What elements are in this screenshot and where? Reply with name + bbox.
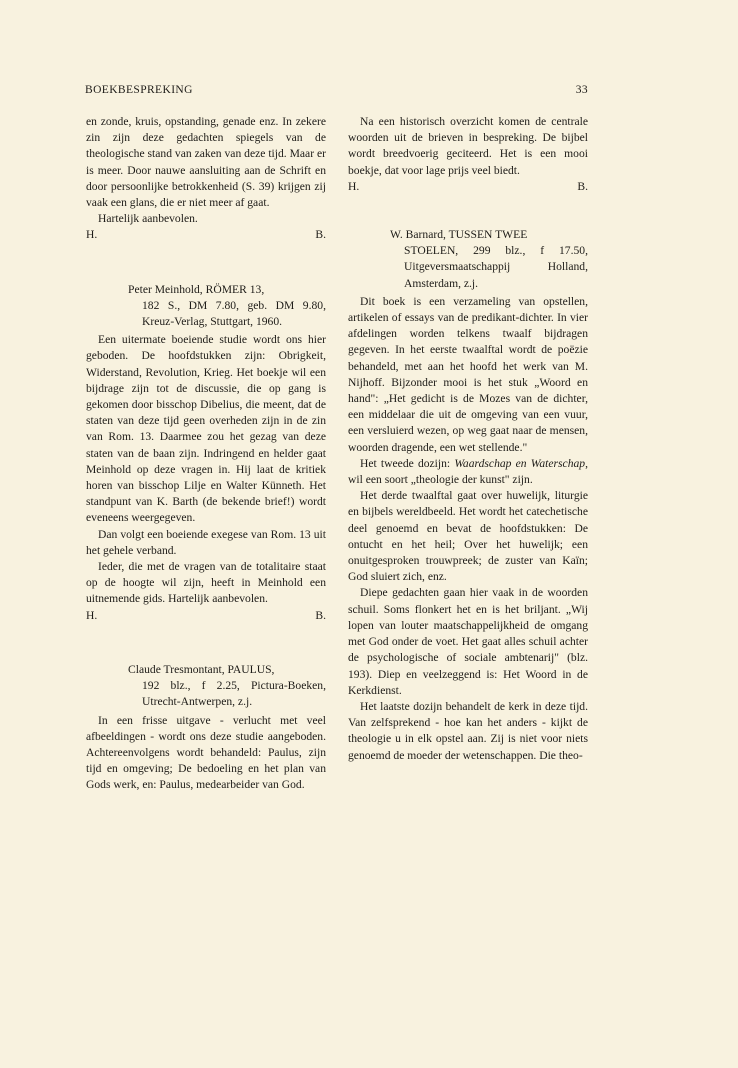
running-header: [85, 84, 588, 102]
paragraph: Na een historisch overzicht komen de centrale woorden uit de brieven in bespreking. De bijbel wordt breedvoerig geciteerd. Het is een mooi boekje, dat voor lage prijs veel biedt.: [348, 115, 588, 177]
signature-initial: B.: [315, 228, 326, 242]
paragraph: Hartelijk aanbevolen.: [98, 212, 198, 226]
review-signature: [86, 227, 326, 243]
book-reference: [348, 227, 588, 292]
paragraph: [348, 456, 588, 488]
paragraph: Het derde twaalftal gaat over huwelijk, liturgie en bijbels wereldbeeld. Het wordt het catechetische deel genoemd en bevat de hoofdstukken: De ontucht en het heil; Over het huwelijk; een onuitgesproken trouwpreek; de zuster van Kaïn; God sluiert zich, enz.: [348, 489, 588, 584]
paragraph: Ieder, die met de vragen van de totalitaire staat op de hoogte wil zijn, heeft in Meinhold een uitnemende gids. Hartelijk aanbevolen.: [86, 560, 326, 606]
signature-initial: B.: [315, 608, 326, 622]
reference-line: W. Barnard, TUSSEN TWEE: [390, 228, 528, 242]
signature-initial: B.: [577, 179, 588, 193]
text-run: , wil een soort „theologie der kunst" zijn.: [348, 456, 589, 487]
signature-initial: H.: [348, 179, 360, 193]
paragraph: Dit boek is een verzameling van opstellen, artikelen of essays van de predikant-dichter. In vier afdelingen worden telkens twaalf bijdragen gegeven. In het eerste twaalftal wordt de poëzie behandeld, met aan het hoofd het werk van M. Nijhoff. Bijzonder mooi is het stuk „Woord en hand": „Het gedicht is de Mozes van de dichter, een middelaar die uit de omgeving van een vuur, een versluierd wezen, op weg gaat naar de mensen, woorden dragende, een wet stellende.": [348, 294, 588, 454]
reference-details: 182 S., DM 7.80, geb. DM 9.80, Kreuz-Verlag, Stuttgart, 1960.: [142, 298, 326, 329]
right-column: [348, 114, 588, 764]
reference-line: Claude Tresmontant, PAULUS,: [128, 662, 275, 676]
text-run: Het tweede dozijn:: [360, 456, 455, 470]
book-reference: [86, 282, 326, 331]
book-reference: [86, 662, 326, 711]
reference-details: STOELEN, 299 blz., f 17.50, Uitgeversmaatschappij Holland, Amsterdam, z.j.: [404, 244, 588, 290]
review-signature: [348, 179, 588, 195]
page-number: 33: [575, 84, 588, 96]
reference-details: 192 blz., f 2.25, Pictura-Boeken, Utrecht-Antwerpen, z.j.: [142, 679, 326, 709]
italic-title: Waardschap en Waterschap: [454, 456, 586, 470]
paragraph: en zonde, kruis, opstanding, genade enz. In zekere zin zijn deze gedachten spiegels van de theologische stand van zaken van deze tijd. Maar er is meer. Door nauwe aansluiting aan de Schrift en door persoonlijke betrokkenheid (S. 39) krijgen zij vaak een glans, die er niet meer af gaat.: [86, 115, 326, 210]
section-title: BOEKBESPREKING: [85, 84, 193, 96]
paragraph: Een uitermate boeiende studie wordt ons hier geboden. De hoofdstukken zijn: Obrigkeit, Widerstand, Revolution, Krieg. Het boekje wil een bijdrage zijn tot de discussie, die op gang is gekomen door bisschop Dibelius, die meent, dat de staten van deze tijd geen overheden zijn in de zin van Rom. 13. Daarmee zou het gezag van deze staten van de baan zijn. Indringend en helder gaat Meinhold op deze vragen in. Hij laat de kritiek horen van bisschop Lilje en Walter Künneth. Het standpunt van K. Barth (de bekende brief!) wordt eveneens weergegeven.: [86, 333, 326, 525]
paragraph: In een frisse uitgave - verlucht met veel afbeeldingen - wordt ons deze studie aangeboden. Achtereenvolgens wordt behandeld: Paulus, zijn tijd en omgeving; De bedoeling en het plan van Gods werk, en: Paulus, medearbeider van God.: [86, 713, 326, 792]
review-signature: [86, 608, 326, 624]
reference-line: Peter Meinhold, RÖMER 13,: [128, 282, 265, 296]
paragraph: Dan volgt een boeiende exegese van Rom. 13 uit het gehele verband.: [86, 527, 326, 557]
paragraph: Diepe gedachten gaan hier vaak in de woorden schuil. Soms flonkert het en is het briljant. „Wij lopen van louter maatschappelijkheid de omgang met God onder de voet. Het gaat alles schuil achter de psychologische of sociale ambtenarij" (blz. 193). Diep en veelzeggend is: Het Woord in de Kerkdienst.: [348, 586, 588, 697]
signature-initial: H.: [86, 228, 98, 242]
signature-initial: H.: [86, 608, 98, 622]
paragraph: Het laatste dozijn behandelt de kerk in deze tijd. Van zelfsprekend - hoe kan het anders - kijkt de theologie u in elk opstel aan. Zij is niet voor niets genoemd de moeder der wetenschappen. Die theo-: [348, 699, 588, 762]
left-column: [86, 114, 326, 794]
